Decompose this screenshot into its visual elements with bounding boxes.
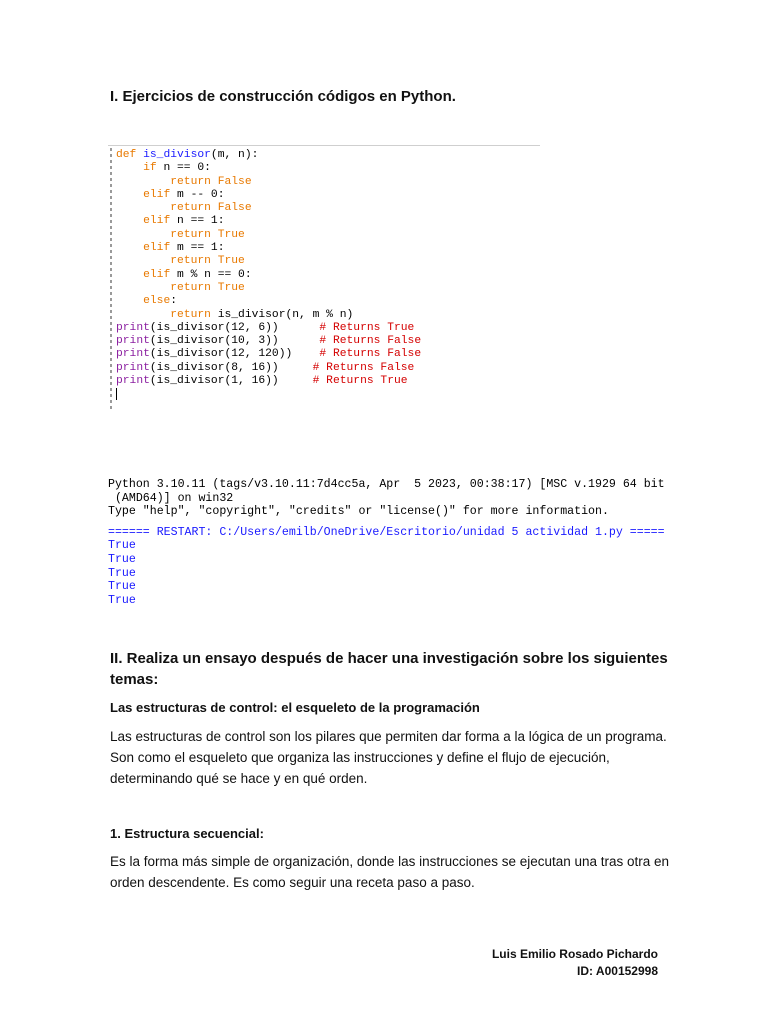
code-text: : [170, 295, 178, 308]
code-text: (is_divisor(12, 120)) [149, 348, 293, 361]
code-keyword: elif [143, 188, 171, 201]
code-pad [292, 348, 319, 360]
code-text: n == 0: [156, 162, 211, 175]
code-comment: # Returns False [319, 348, 422, 361]
editor-gutter [110, 148, 112, 410]
shell-output-line: True [108, 566, 136, 580]
code-builtin: print [116, 321, 150, 334]
code-text: (is_divisor(10, 3)) [149, 335, 279, 348]
code-comment: # Returns True [312, 375, 408, 388]
text-cursor [116, 388, 117, 400]
code-comment: # Returns False [319, 335, 422, 348]
code-text: is_divisor(n, m % n) [210, 308, 354, 321]
code-keyword: return [170, 202, 211, 215]
code-value: False [210, 202, 252, 215]
code-text: m -- 0: [170, 188, 225, 201]
code-screenshot [108, 145, 540, 412]
code-keyword: elif [143, 215, 171, 228]
code-keyword: else [143, 295, 171, 308]
code-keyword: if [143, 162, 157, 175]
shell-banner-line: Python 3.10.11 (tags/v3.10.11:7d4cc5a, Apr 5 2023, 00:38:17) [MSC v.1929 64 bit [108, 478, 665, 491]
code-text: (is_divisor(8, 16)) [149, 361, 279, 374]
code-keyword: return [170, 255, 211, 268]
code-pad [279, 375, 313, 387]
code-pad [279, 362, 313, 374]
section-2-title: II. Realiza un ensayo después de hacer una investigación sobre los siguientes temas: [110, 650, 668, 688]
code-text: (is_divisor(12, 6)) [149, 321, 279, 334]
shell-output-line: True [108, 552, 136, 566]
code-text: (is_divisor(1, 16)) [149, 375, 279, 388]
code-value: False [210, 175, 252, 188]
code-value: True [210, 255, 245, 268]
shell-output-line: True [108, 539, 136, 553]
author-signature [492, 946, 658, 980]
code-keyword: elif [143, 242, 171, 255]
essay-subtitle: Las estructuras de control: el esqueleto de la programación [110, 700, 480, 715]
code-builtin: print [116, 335, 150, 348]
section-1-title: I. Ejercicios de construcción códigos en Python. [110, 88, 456, 105]
code-text: n == 1: [170, 215, 225, 228]
code-comment: # Returns False [312, 361, 415, 374]
code-value: True [210, 281, 245, 294]
code-keyword: return [170, 175, 211, 188]
author-id: ID: A00152998 [577, 964, 658, 978]
code-keyword: def [116, 149, 137, 161]
code-text: m == 1: [170, 242, 225, 255]
code-builtin: print [116, 348, 150, 361]
shell-banner-line: (AMD64)] on win32 [108, 491, 234, 505]
intro-paragraph: Las estructuras de control son los pilares que permiten dar forma a la lógica de un programa. Son como el esqueleto que organiza las instrucciones y define el flujo de ejecución, determinando qué se hace y en qué orden. [110, 729, 667, 786]
code-keyword: return [170, 228, 211, 241]
python-shell-screenshot [108, 478, 748, 618]
code-pad [279, 322, 320, 334]
code-listing [116, 149, 421, 402]
secuencial-paragraph: Es la forma más simple de organización, donde las instrucciones se ejecutan una tras otra en orden descendente. Es como seguir una receta paso a paso. [110, 854, 670, 890]
heading-estructura-secuencial: 1. Estructura secuencial: [110, 826, 264, 841]
shell-output-line: True [108, 580, 136, 594]
code-builtin: print [116, 361, 150, 374]
code-text: m % n == 0: [170, 268, 252, 281]
shell-output-line: True [108, 593, 136, 607]
code-function-name: is_divisor [143, 149, 211, 161]
shell-banner-line: Type "help", "copyright", "credits" or "license()" for more information. [108, 505, 609, 519]
code-builtin: print [116, 375, 150, 388]
code-keyword: elif [143, 268, 171, 281]
code-text: (m, n): [210, 149, 259, 161]
code-value: True [210, 228, 245, 241]
code-pad [279, 335, 320, 347]
shell-restart-line: ====== RESTART: C:/Users/emilb/OneDrive/Escritorio/unidad 5 actividad 1.py ===== [108, 525, 665, 539]
code-comment: # Returns True [319, 321, 415, 334]
code-keyword: return [170, 281, 211, 294]
author-name: Luis Emilio Rosado Pichardo [491, 947, 658, 961]
code-keyword: return [170, 308, 211, 321]
